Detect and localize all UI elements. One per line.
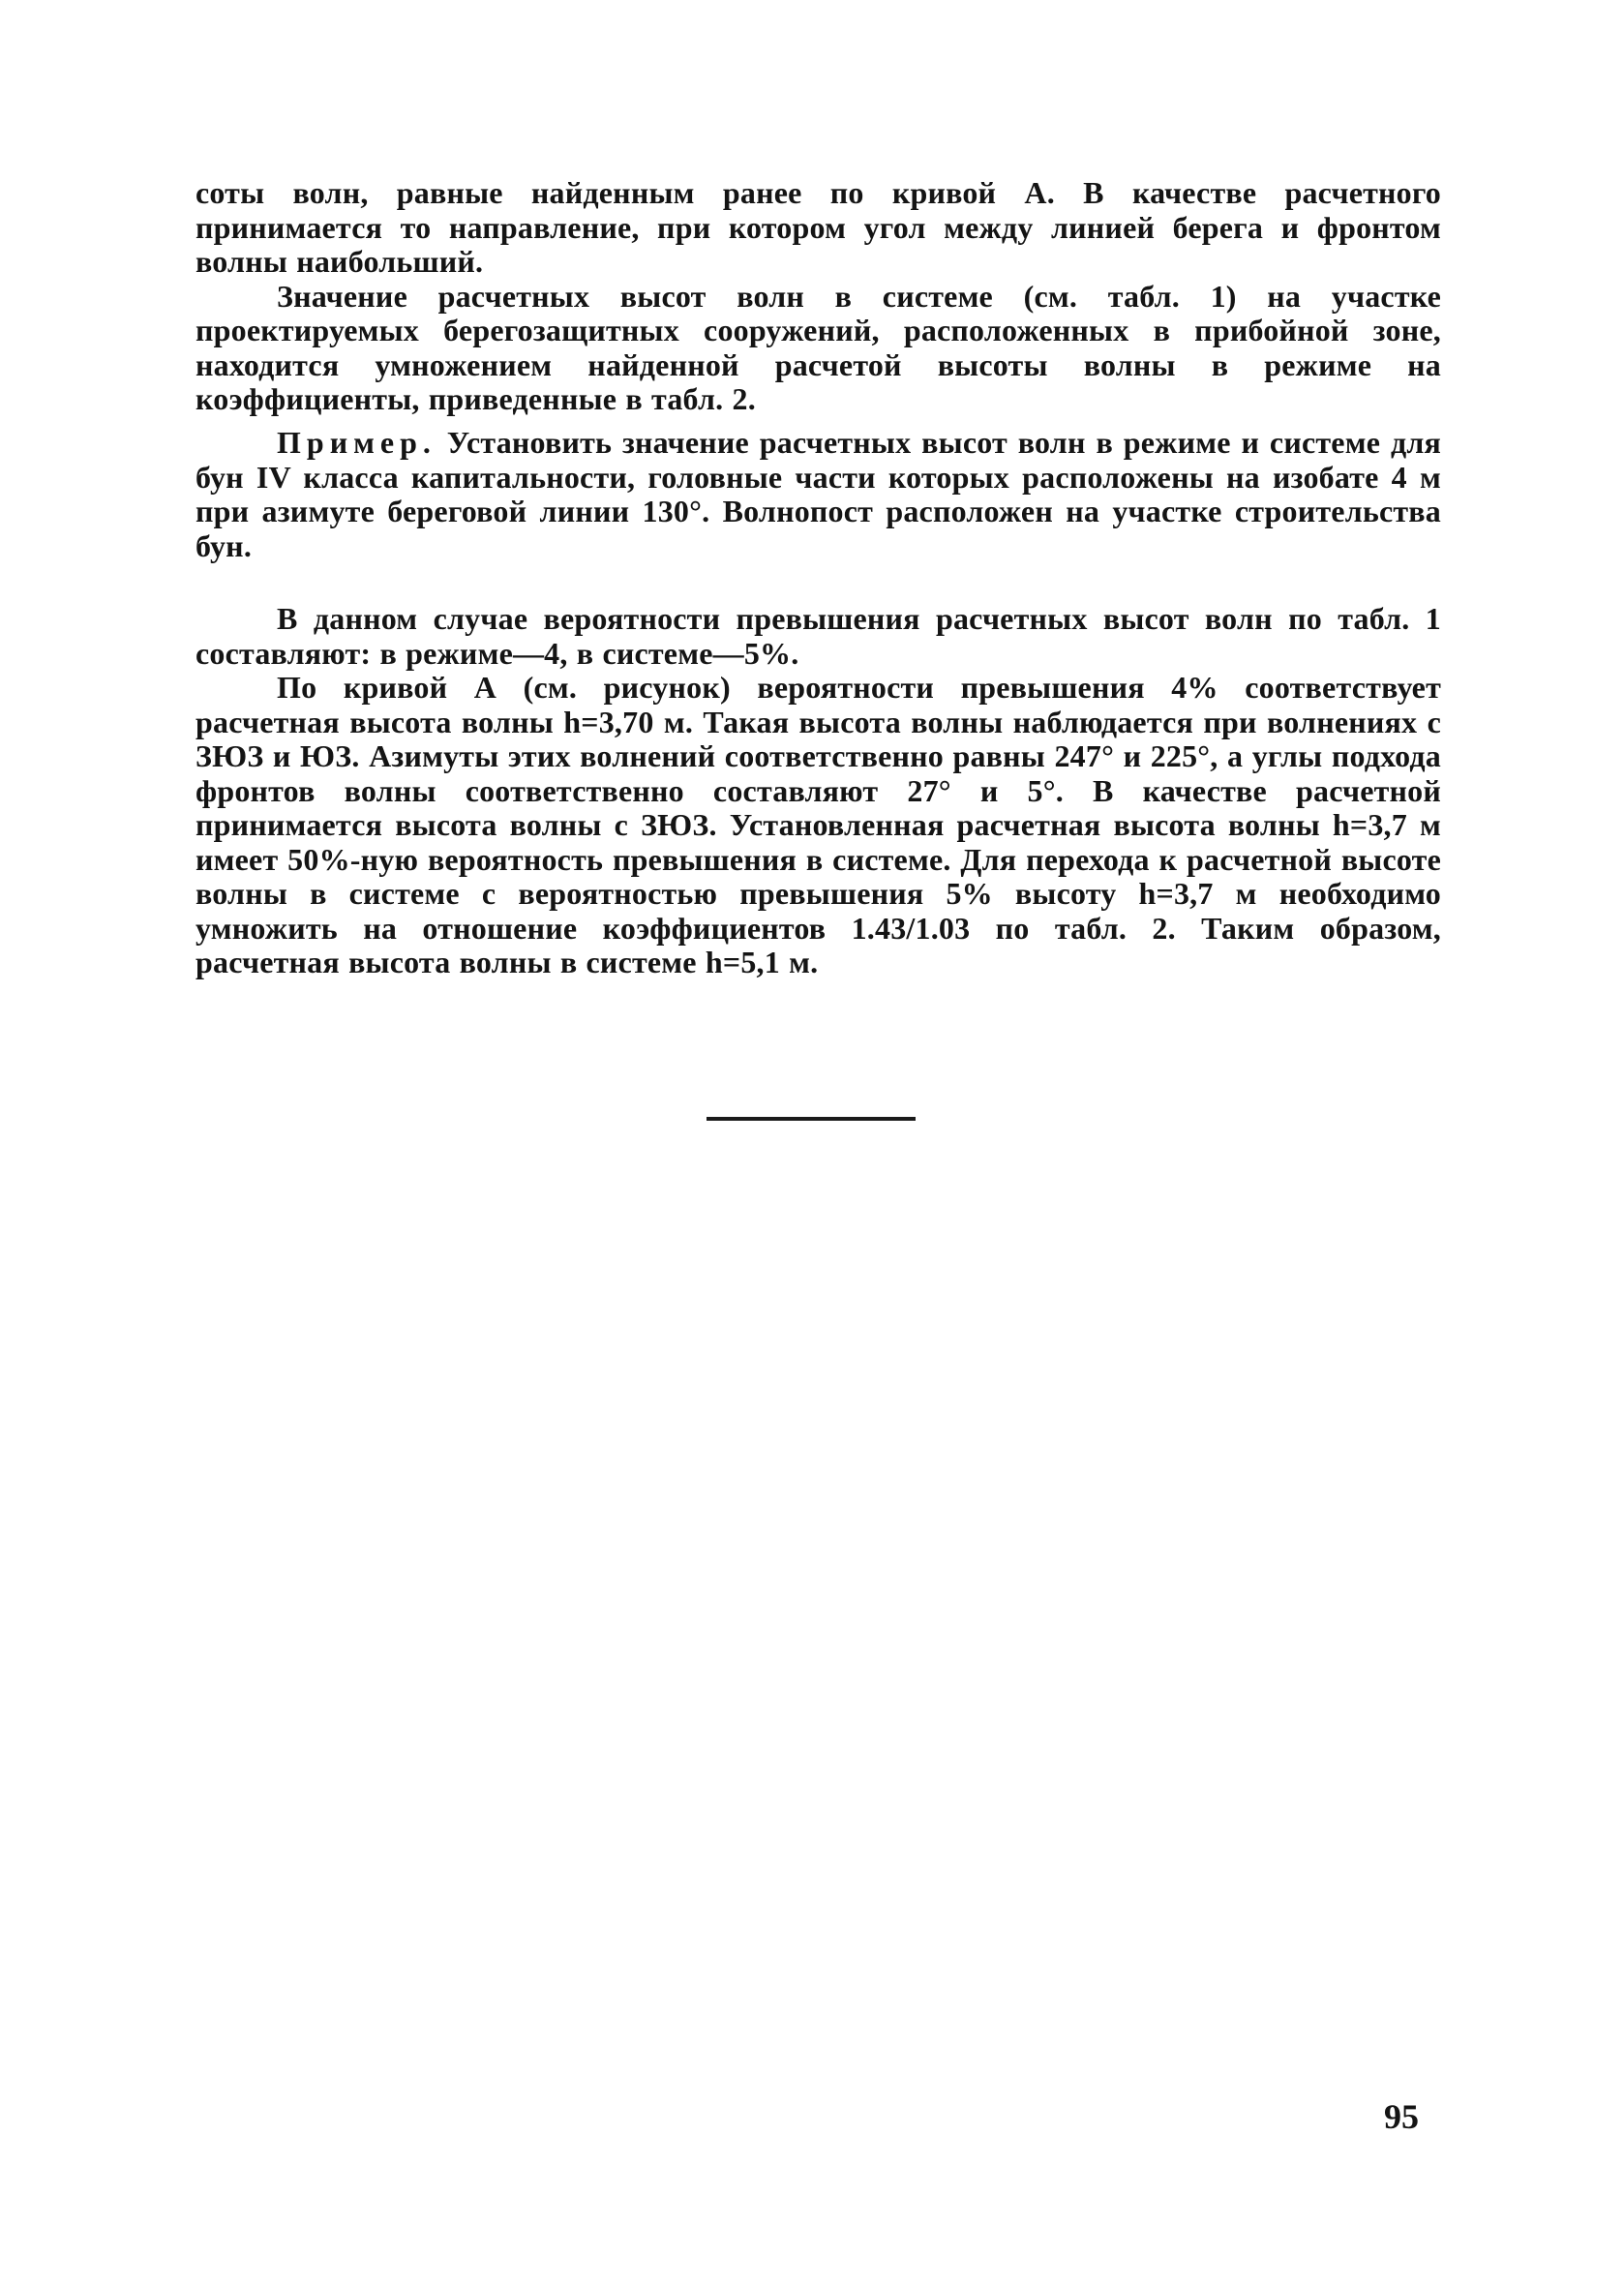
example-text: Установить значение расчетных высот волн в режиме и системе для бун IV класса капитальности, головные части которых расположены на изобате 4 м при азимуте береговой линии 130°. Волнопост расположен на участке строительства бун. bbox=[195, 425, 1442, 563]
example-label: Пример. bbox=[277, 425, 436, 460]
paragraph-wave-values: Значение расчетных высот волн в системе (см. табл. 1) на участке проектируемых берегозащитных сооружений, расположенных в прибойной зоне, находится умножением найденной расчетой высоты волны в режиме на коэффициенты, приведенные в табл. 2. bbox=[195, 278, 1441, 416]
paragraph-continuation: соты волн, равные найденным ранее по кривой А. В качестве расчетного принимается то направление, при котором угол между линией берега и фронтом волны наибольший. bbox=[195, 175, 1441, 279]
text-block-example bbox=[195, 426, 1441, 563]
text-block-top bbox=[195, 176, 1441, 417]
section-divider-rule bbox=[707, 1117, 916, 1121]
page-number: 95 bbox=[1384, 2097, 1419, 2136]
paragraph-calculation: По кривой А (см. рисунок) вероятности превышения 4% соответствует расчетная высота волны h=3,70 м. Такая высота волны наблюдается при волнениях с ЗЮЗ и ЮЗ. Азимуты этих волнений соответственно равны 247° и 225°, а углы подхода фронтов волны соответственно составляют 27° и 5°. В качестве расчетной принимается высота волны с ЗЮЗ. Установленная расчетная высота волны h=3,7 м имеет 50%-ную вероятность превышения в системе. Для перехода к расчетной высоте волны в системе с вероятностью превышения 5% высоту h=3,7 м необходимо умножить на отношение коэффициентов 1.43/1.03 по табл. 2. Таким образом, расчетная высота волны в системе h=5,1 м. bbox=[195, 670, 1441, 979]
paragraph-probabilities: В данном случае вероятности превышения расчетных высот волн по табл. 1 составляют: в режиме—4, в системе—5%. bbox=[195, 601, 1441, 671]
text-block-solution bbox=[195, 602, 1441, 980]
paragraph-example bbox=[195, 426, 1441, 563]
